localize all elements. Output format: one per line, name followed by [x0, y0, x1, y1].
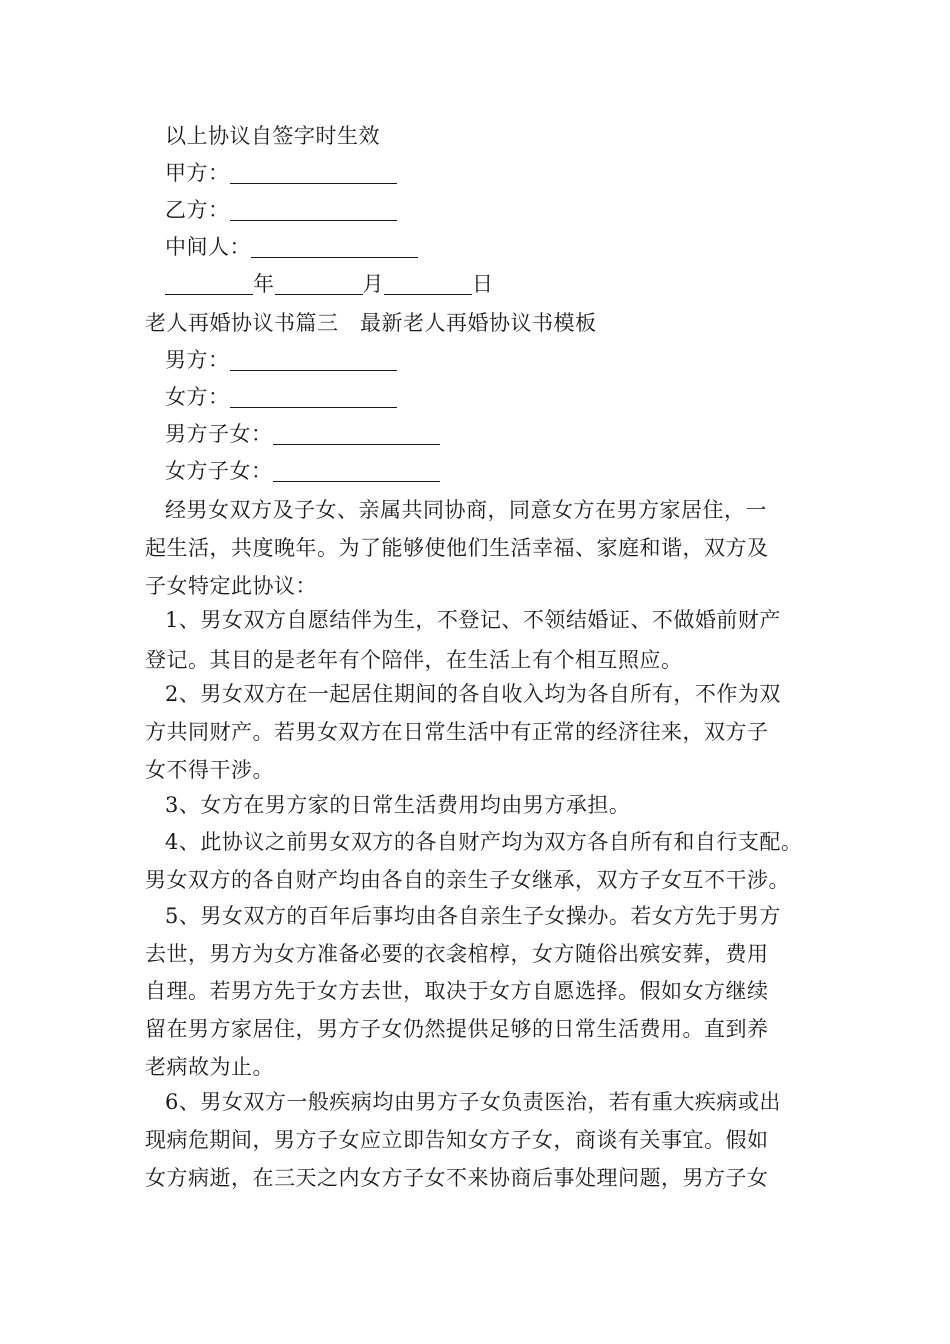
effective-note: 以上协议自签字时生效 — [165, 124, 380, 148]
woman-children-label: 女方子女： — [165, 459, 273, 483]
clause-4-line-2: 男女双方的各自财产均由各自的亲生子女继承，双方子女互不干涉。 — [145, 868, 790, 892]
clause-6-line-2: 现病危期间，男方子女应立即告知女方子女，商谈有关事宜。假如 — [145, 1128, 769, 1152]
clause-2-line-2: 方共同财产。若男女双方在日常生活中有正常的经济往来，双方子 — [145, 720, 769, 744]
man-children-blank — [273, 420, 440, 445]
woman-children-signature-line — [165, 453, 440, 490]
intro-line-1: 经男女双方及子女、亲属共同协商，同意女方在男方家居住，一 — [165, 498, 767, 522]
clause-2-line-3: 女不得干涉。 — [145, 758, 274, 782]
man-blank — [230, 346, 397, 371]
clause-5-line-1: 5、男女双方的百年后事均由各自亲生子女操办。若女方先于男方 — [165, 904, 781, 928]
year-blank — [165, 270, 253, 295]
clause-6-line-3: 女方病逝，在三天之内女方子女不来协商后事处理问题，男方子女 — [145, 1166, 769, 1190]
party-b-signature-line — [165, 192, 397, 229]
party-b-label: 乙方： — [165, 198, 230, 222]
clause-5-line-3: 自理。若男方先于女方去世，取决于女方自愿选择。假如女方继续 — [145, 979, 769, 1003]
month-label: 月 — [362, 272, 384, 296]
middleman-blank — [251, 233, 418, 258]
party-a-label: 甲方： — [165, 161, 230, 185]
intro-line-2: 起生活，共度晚年。为了能够使他们生活幸福、家庭和谐，双方及 — [145, 536, 769, 560]
clause-2-line-1: 2、男女双方在一起居住期间的各自收入均为各自所有，不作为双 — [165, 682, 781, 706]
party-a-signature-line — [165, 155, 397, 192]
woman-label: 女方： — [165, 385, 230, 409]
clause-1-line-2: 登记。其目的是老年有个陪伴，在生活上有个相互照应。 — [145, 648, 683, 672]
section-title: 老人再婚协议书篇三 最新老人再婚协议书模板 — [145, 311, 597, 335]
intro-line-3: 子女特定此协议： — [145, 574, 317, 598]
day-blank — [384, 270, 472, 295]
clause-6-line-1: 6、男女双方一般疾病均由男方子女负责医治，若有重大疾病或出 — [165, 1090, 781, 1114]
month-blank — [275, 270, 363, 295]
woman-children-blank — [273, 457, 440, 482]
clause-3-line-1: 3、女方在男方家的日常生活费用均由男方承担。 — [165, 793, 631, 817]
clause-5-line-5: 老病故为止。 — [145, 1055, 274, 1079]
man-children-signature-line — [165, 416, 440, 453]
woman-blank — [230, 383, 397, 408]
date-line — [165, 266, 494, 303]
party-b-blank — [230, 196, 397, 221]
middleman-signature-line — [165, 229, 418, 266]
year-label: 年 — [253, 272, 275, 296]
clause-1-line-1: 1、男女双方自愿结伴为生，不登记、不领结婚证、不做婚前财产 — [165, 608, 781, 632]
woman-signature-line — [165, 379, 397, 416]
man-signature-line — [165, 342, 397, 379]
day-label: 日 — [472, 272, 494, 296]
middleman-label: 中间人： — [165, 235, 251, 259]
man-label: 男方： — [165, 348, 230, 372]
clause-5-line-4: 留在男方家居住，男方子女仍然提供足够的日常生活费用。直到养 — [145, 1017, 769, 1041]
clause-4-line-1: 4、此协议之前男女双方的各自财产均为双方各自所有和自行支配。 — [165, 830, 803, 854]
party-a-blank — [230, 159, 397, 184]
man-children-label: 男方子女： — [165, 422, 273, 446]
clause-5-line-2: 去世，男方为女方准备必要的衣衾棺椁，女方随俗出殡安葬，费用 — [145, 942, 769, 966]
